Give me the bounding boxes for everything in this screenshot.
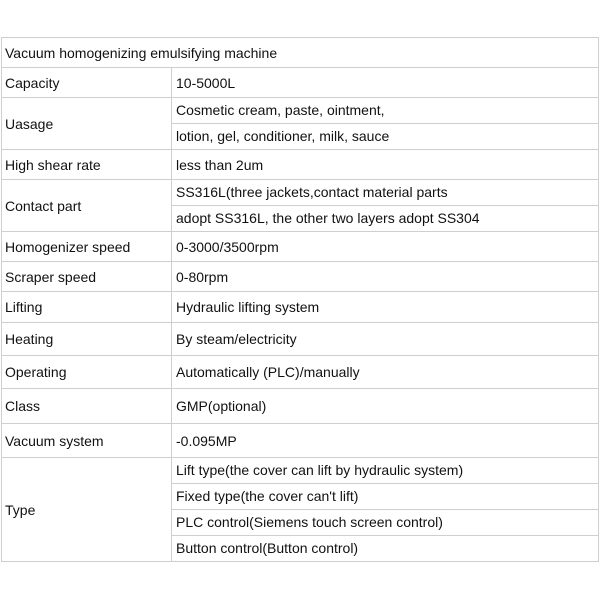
table-row-type [2, 458, 599, 562]
row-label: Heating [2, 323, 172, 356]
row-label: High shear rate [2, 150, 172, 180]
row-value: 0-3000/3500rpm [172, 232, 599, 262]
value-line: lotion, gel, conditioner, milk, sauce [172, 123, 598, 149]
type-option: Button control(Button control) [172, 535, 598, 561]
value-line: Cosmetic cream, paste, ointment, [176, 102, 385, 118]
title-row [2, 38, 599, 68]
row-label: Vacuum system [2, 424, 172, 458]
row-label: Operating [2, 356, 172, 389]
row-label: Lifting [2, 292, 172, 323]
table-row-heating [2, 323, 599, 356]
row-value [172, 458, 599, 562]
value-line: SS316L(three jackets,contact material parts [176, 184, 448, 200]
row-label: Capacity [2, 68, 172, 98]
row-label: Type [2, 458, 172, 562]
row-label: Uasage [2, 98, 172, 150]
table-row-capacity [2, 68, 599, 98]
table-row-vacuum-system [2, 424, 599, 458]
row-label: Class [2, 389, 172, 424]
table-row-homogenizer-speed [2, 232, 599, 262]
row-value: By steam/electricity [172, 323, 599, 356]
row-value: less than 2um [172, 150, 599, 180]
table-row-contact-part [2, 180, 599, 232]
type-option: Fixed type(the cover can't lift) [172, 483, 598, 509]
row-value: Automatically (PLC)/manually [172, 356, 599, 389]
table-row-class [2, 389, 599, 424]
table-row-operating [2, 356, 599, 389]
value-line: adopt SS316L, the other two layers adopt SS304 [172, 205, 598, 231]
row-label: Scraper speed [2, 262, 172, 292]
row-value: -0.095MP [172, 424, 599, 458]
row-label: Contact part [2, 180, 172, 232]
table-title: Vacuum homogenizing emulsifying machine [2, 38, 599, 68]
row-value: Hydraulic lifting system [172, 292, 599, 323]
spec-table [1, 37, 599, 562]
table-row-scraper-speed [2, 262, 599, 292]
row-value [172, 180, 599, 232]
row-value: 0-80rpm [172, 262, 599, 292]
row-value [172, 98, 599, 150]
row-label: Homogenizer speed [2, 232, 172, 262]
row-value: GMP(optional) [172, 389, 599, 424]
row-value: 10-5000L [172, 68, 599, 98]
table-row-usage [2, 98, 599, 150]
type-option: Lift type(the cover can lift by hydraulic system) [176, 462, 464, 478]
table-row-lifting [2, 292, 599, 323]
type-option: PLC control(Siemens touch screen control) [172, 509, 598, 535]
table-row-shear-rate [2, 150, 599, 180]
